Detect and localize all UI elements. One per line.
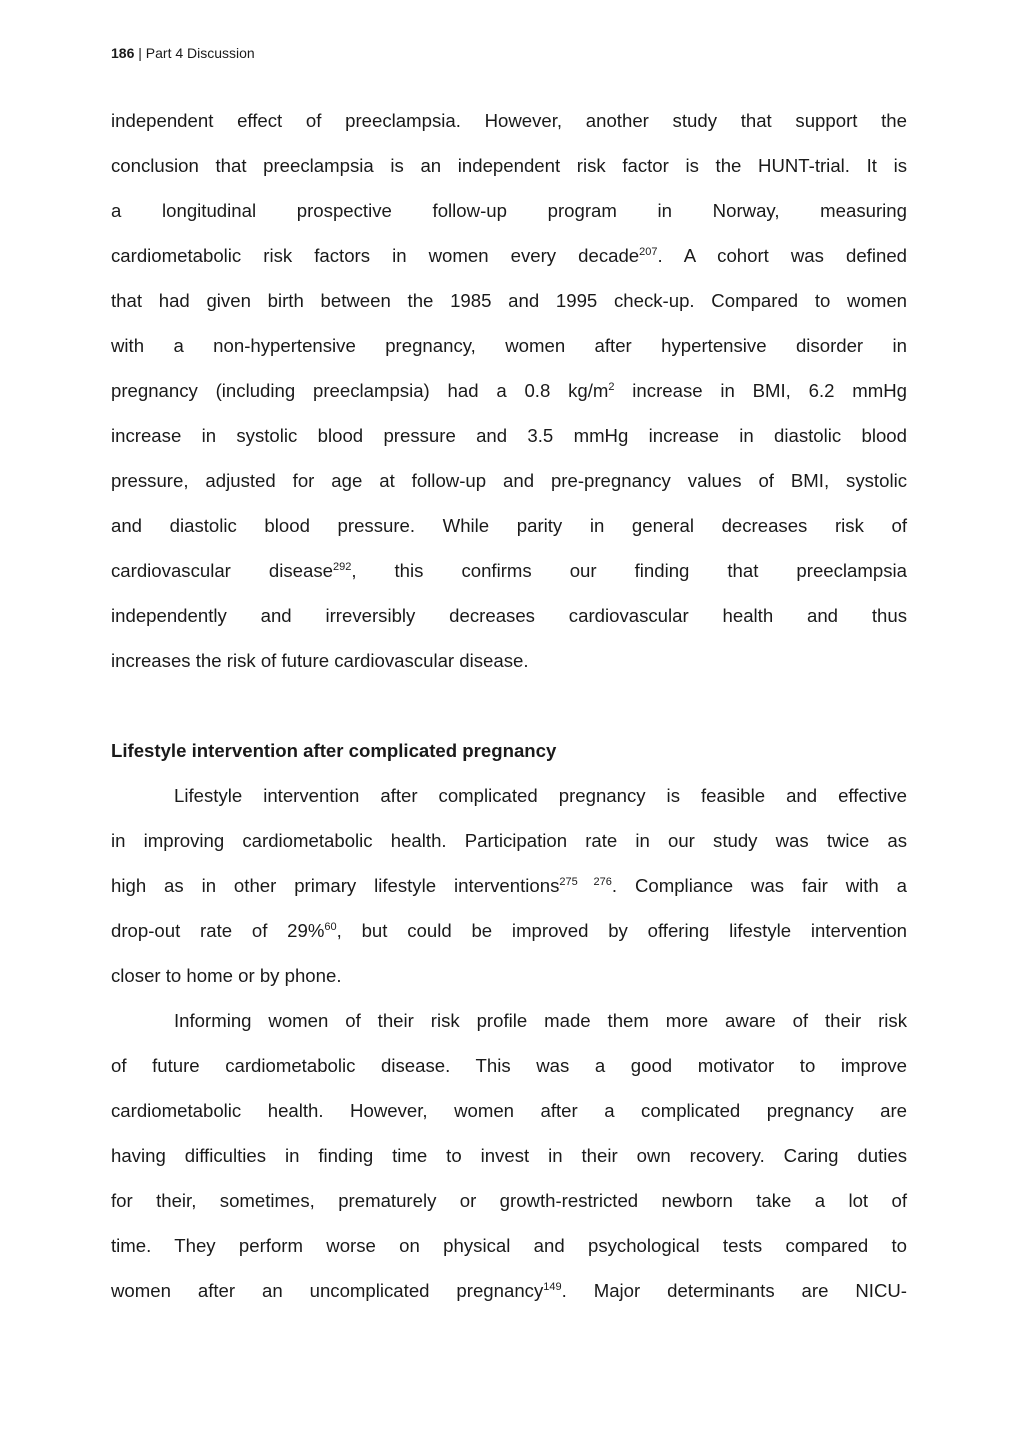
citation-superscript: 275 276 [559,876,612,888]
text-run: that had given birth between the 1985 and 1995 check-up. Compared to women [111,290,907,311]
text-run: increase in BMI, 6.2 mmHg [614,380,907,401]
text-run: with a non-hypertensive pregnancy, women after hypertensive disorder in [111,335,907,356]
text-run: Lifestyle intervention after complicated pregnancy is feasible and effective [174,785,907,806]
text-run: women after an uncomplicated pregnancy [111,1280,544,1301]
text-run: conclusion that preeclampsia is an independent risk factor is the HUNT-trial. It is [111,155,907,176]
text-run: . Major determinants are NICU- [561,1280,907,1301]
text-run: independent effect of preeclampsia. However, another study that support the [111,110,907,131]
citation-superscript: 207 [639,246,658,258]
text-line [111,559,907,583]
text-run: drop-out rate of 29% [111,920,325,941]
text-line [111,1009,907,1033]
text-line [111,109,907,133]
text-line [111,874,907,898]
text-line [111,829,907,853]
text-run: cardiovascular disease [111,560,333,581]
text-run: in improving cardiometabolic health. Participation rate in our study was twice as [111,830,907,851]
text-run: and diastolic blood pressure. While parity in general decreases risk of [111,515,907,536]
text-run: closer to home or by phone. [111,965,342,986]
citation-superscript: 149 [543,1281,562,1293]
text-run: , but could be improved by offering lifestyle intervention [336,920,908,941]
citation-superscript: 2 [608,381,615,393]
text-line [111,964,907,988]
text-line [111,1279,907,1303]
text-run: of future cardiometabolic disease. This was a good motivator to improve [111,1055,907,1076]
text-line [111,244,907,268]
text-line [111,379,907,403]
citation-superscript: 60 [324,921,337,933]
text-run: . A cohort was defined [657,245,907,266]
text-line [111,514,907,538]
text-run: increase in systolic blood pressure and 3.5 mmHg increase in diastolic blood [111,425,907,446]
text-line [111,1054,907,1078]
text-line [111,1099,907,1123]
section-title: Part 4 Discussion [145,45,255,61]
section-heading: Lifestyle intervention after complicated pregnancy [111,740,557,761]
text-run: pregnancy (including preeclampsia) had a 0.8 kg/m [111,380,609,401]
text-run: Informing women of their risk profile made them more aware of their risk [174,1010,907,1031]
text-line [111,604,907,628]
text-run: high as in other primary lifestyle interventions [111,875,560,896]
text-run: . Compliance was fair with a [611,875,908,896]
text-run: , this confirms our finding that preeclampsia [351,560,907,581]
text-line [111,784,907,808]
text-run: independently and irreversibly decreases cardiovascular health and thus [111,605,907,626]
text-run: cardiometabolic risk factors in women every decade [111,245,640,266]
header-separator: | [134,45,146,61]
page-number: 186 [111,45,135,61]
text-line [111,1234,907,1258]
text-line [111,199,907,223]
citation-superscript: 292 [332,561,352,573]
text-run: pressure, adjusted for age at follow-up and pre-pregnancy values of BMI, systolic [111,470,907,491]
text-line [111,424,907,448]
text-run: time. They perform worse on physical and psychological tests compared to [111,1235,907,1256]
running-header [111,45,255,61]
text-run: cardiometabolic health. However, women after a complicated pregnancy are [111,1100,907,1121]
text-line [111,919,907,943]
text-line [111,289,907,313]
text-line [111,649,907,673]
text-run: a longitudinal prospective follow-up program in Norway, measuring [111,200,907,221]
text-run: increases the risk of future cardiovascular disease. [111,650,529,671]
text-line [111,1189,907,1213]
text-line [111,334,907,358]
text-line [111,154,907,178]
text-run: having difficulties in finding time to invest in their own recovery. Caring duties [111,1145,907,1166]
text-run: for their, sometimes, prematurely or growth-restricted newborn take a lot of [111,1190,907,1211]
text-line [111,469,907,493]
text-line [111,1144,907,1168]
